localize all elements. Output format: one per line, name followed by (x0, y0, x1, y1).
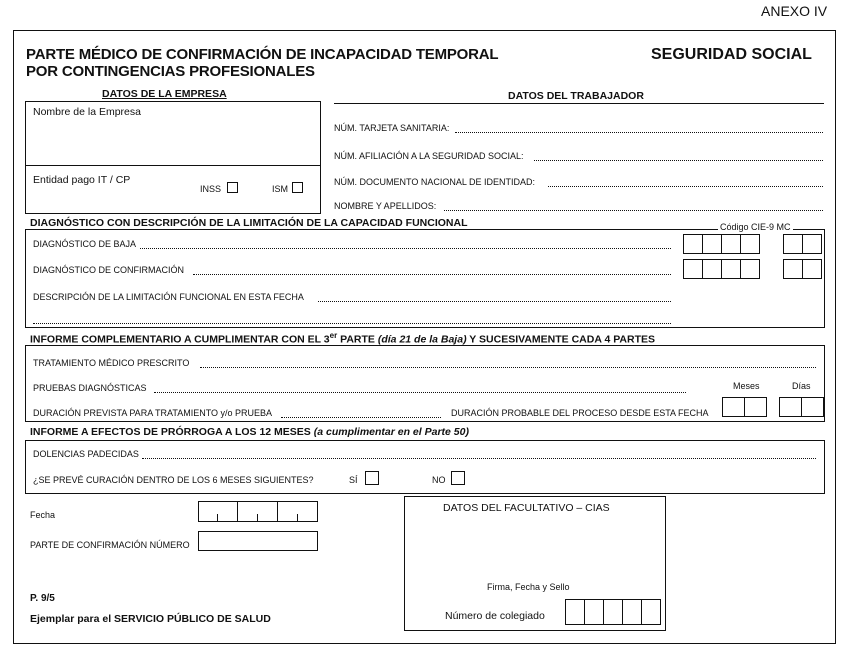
no-checkbox[interactable] (451, 471, 465, 485)
org-title: SEGURIDAD SOCIAL (651, 46, 812, 63)
no-label: NO (432, 475, 446, 485)
report-header (30, 331, 655, 346)
affiliation-field[interactable] (534, 160, 823, 161)
health-card-field[interactable] (455, 132, 823, 133)
days-label: Días (792, 381, 811, 391)
extension-header (30, 426, 469, 438)
cie-confirm-cell[interactable] (802, 259, 822, 279)
report-header-c: Y SUCESIVAMENTE CADA 4 PARTES (466, 333, 656, 346)
diag-baja-label: DIAGNÓSTICO DE BAJA (33, 239, 137, 249)
cie-confirm-cell[interactable] (683, 259, 703, 279)
cie-baja-cell[interactable] (802, 234, 822, 254)
tests-label: PRUEBAS DIAGNÓSTICAS (33, 383, 147, 393)
inss-label: INSS (200, 184, 222, 194)
report-header-sup: er (329, 331, 338, 340)
worker-header-rule (334, 103, 824, 104)
cie-baja-cell[interactable] (721, 234, 741, 254)
diag-confirm-field[interactable] (193, 274, 671, 275)
cie-confirm-cell[interactable] (740, 259, 760, 279)
cie-code-label: Código CIE-9 MC (720, 222, 791, 232)
extension-box (25, 440, 825, 494)
date-label: Fecha (30, 510, 56, 520)
date-field-separator (277, 501, 278, 522)
months-cell[interactable] (744, 397, 767, 417)
signature-label: Firma, Fecha y Sello (487, 582, 570, 592)
months-cell[interactable] (722, 397, 745, 417)
tests-field[interactable] (154, 392, 686, 393)
confirm-number-label: PARTE DE CONFIRMACIÓN NÚMERO (30, 540, 190, 550)
cie-baja-cell[interactable] (740, 234, 760, 254)
ism-label: ISM (272, 184, 289, 194)
report-header-a: INFORME COMPLEMENTARIO A CUMPLIMENTAR CON EL 3 (30, 333, 330, 346)
diag-baja-field[interactable] (140, 248, 671, 249)
ism-checkbox[interactable] (292, 182, 303, 193)
date-field-separator (237, 501, 238, 522)
date-field[interactable] (198, 501, 318, 522)
months-label: Meses (733, 381, 760, 391)
company-divider (25, 165, 321, 166)
member-number-cell[interactable] (603, 599, 623, 625)
cie-confirm-cell[interactable] (702, 259, 722, 279)
diag-confirm-label: DIAGNÓSTICO DE CONFIRMACIÓN (33, 265, 185, 275)
form-code: P. 9/5 (30, 593, 55, 604)
form-title-line2: POR CONTINGENCIAS PROFESIONALES (26, 63, 315, 80)
name-label: NOMBRE Y APELLIDOS: (334, 201, 437, 211)
extension-header-italic: (a cumplimentar en el Parte 50) (313, 426, 469, 438)
member-number-cell[interactable] (622, 599, 642, 625)
company-header: DATOS DE LA EMPRESA (102, 88, 227, 100)
diag-desc-field[interactable] (318, 301, 671, 302)
days-cell[interactable] (779, 397, 802, 417)
member-number-cell[interactable] (641, 599, 661, 625)
days-cell[interactable] (801, 397, 824, 417)
member-number-cell[interactable] (584, 599, 604, 625)
form-title-line1: PARTE MÉDICO DE CONFIRMACIÓN DE INCAPACIDAD TEMPORAL (26, 46, 499, 63)
inss-checkbox[interactable] (227, 182, 238, 193)
treatment-label: TRATAMIENTO MÉDICO PRESCRITO (33, 358, 190, 368)
date-field-tick (257, 514, 258, 522)
cie-baja-cell[interactable] (702, 234, 722, 254)
report-header-italic: (día 21 de la Baja) (377, 333, 467, 346)
name-field[interactable] (444, 210, 823, 211)
dni-field[interactable] (548, 186, 823, 187)
member-number-label: Número de colegiado (445, 610, 545, 622)
affiliation-label: NÚM. AFILIACIÓN A LA SEGURIDAD SOCIAL: (334, 151, 524, 161)
cure-question: ¿SE PREVÉ CURACIÓN DENTRO DE LOS 6 MESES SIGUIENTES? (33, 475, 314, 485)
duration-field[interactable] (281, 417, 441, 418)
ailments-label: DOLENCIAS PADECIDAS (33, 449, 139, 459)
report-header-b: PARTE (337, 333, 378, 346)
ailments-field[interactable] (142, 458, 816, 459)
diag-desc-field-2[interactable] (33, 323, 671, 324)
doctor-header: DATOS DEL FACULTATIVO – CIAS (443, 502, 610, 514)
cie-confirm-cell[interactable] (721, 259, 741, 279)
date-field-tick (297, 514, 298, 522)
worker-header: DATOS DEL TRABAJADOR (508, 90, 644, 102)
cie-confirm-cell[interactable] (783, 259, 803, 279)
extension-header-a: INFORME A EFECTOS DE PRÓRROGA A LOS 12 MESES (30, 426, 314, 438)
yes-label: SÍ (349, 475, 358, 485)
yes-checkbox[interactable] (365, 471, 379, 485)
date-field-tick (217, 514, 218, 522)
company-name-label: Nombre de la Empresa (33, 106, 141, 118)
probable-duration-label: DURACIÓN PROBABLE DEL PROCESO DESDE ESTA FECHA (451, 408, 709, 418)
cie-baja-cell[interactable] (783, 234, 803, 254)
entity-label: Entidad pago IT / CP (33, 174, 131, 186)
copy-destination: Ejemplar para el SERVICIO PÚBLICO DE SALUD (30, 613, 271, 625)
member-number-cell[interactable] (565, 599, 585, 625)
dni-label: NÚM. DOCUMENTO NACIONAL DE IDENTIDAD: (334, 177, 536, 187)
diagnosis-header: DIAGNÓSTICO CON DESCRIPCIÓN DE LA LIMITACIÓN DE LA CAPACIDAD FUNCIONAL (30, 217, 468, 229)
duration-label: DURACIÓN PREVISTA PARA TRATAMIENTO y/o PRUEBA (33, 408, 273, 418)
treatment-field[interactable] (200, 367, 816, 368)
health-card-label: NÚM. TARJETA SANITARIA: (334, 123, 450, 133)
confirm-number-field[interactable] (198, 531, 318, 551)
annex-label: ANEXO IV (761, 3, 828, 19)
cie-baja-cell[interactable] (683, 234, 703, 254)
diag-desc-label: DESCRIPCIÓN DE LA LIMITACIÓN FUNCIONAL EN ESTA FECHA (33, 292, 304, 302)
